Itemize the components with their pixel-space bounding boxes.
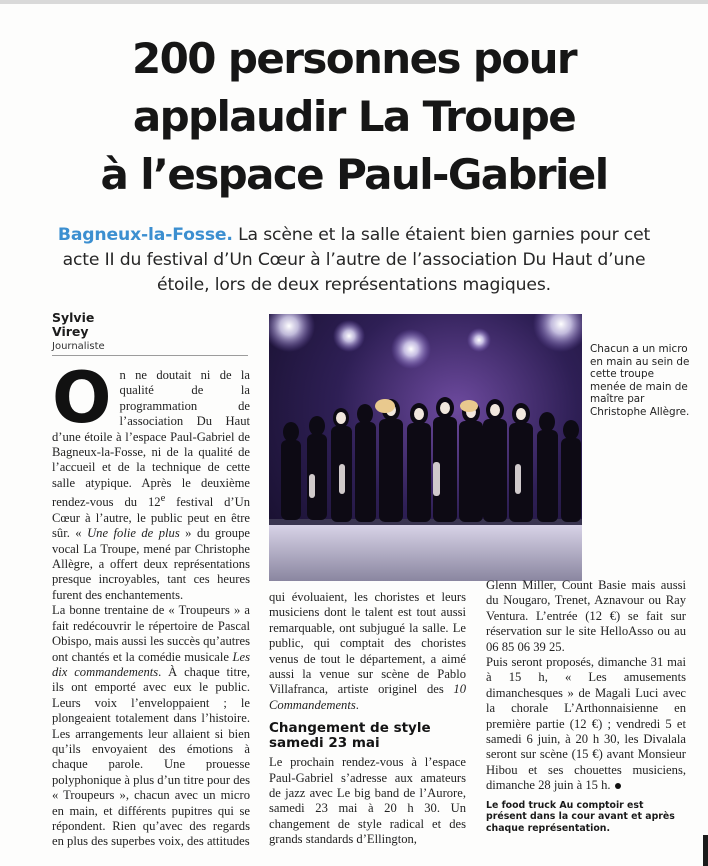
paragraph-text: . (355, 697, 359, 712)
paragraph: Glenn Miller, Count Basie mais aussi du Nougaro, Trenet, Aznavour ou Ray Ventura. L’entrée (12 €) se fait sur réservation sur le site HelloAsso ou au 06 85 06 39 25. (486, 578, 686, 654)
headline-line-2: applaudir La Troupe (132, 92, 576, 141)
photo-caption: Chacun a un micro en main au sein de cette troupe menée de main de maître par Christophe Allègre. (590, 343, 690, 418)
quoted-title: Une folie de plus (87, 526, 180, 541)
page-edge-bar (703, 835, 708, 866)
author-role: Journaliste (52, 341, 248, 356)
concert-photo (269, 314, 582, 581)
dateline-place: Bagneux-la-Fosse. (57, 225, 233, 245)
text-column-1 (52, 368, 250, 858)
paragraph-text: qui évoluaient, les choristes et leurs musiciens dont le talent est tout aussi remarquable, ont subjugué la salle. Le public, qui comptait des choristes venus de tout le département, a aimé aussi la venue sur scène de Pablo Villafranca, artiste originel des (269, 590, 466, 697)
end-of-article-mark (615, 783, 621, 789)
paragraph-text: n ne doutait ni de la qualité de la programmation de l’association Du Haut d’une étoile à l’espace Paul-Gabriel de Bagneux-la-Fosse, ni de la qualité de l’accueil et de la technique de cette salle atypique. Après le deuxième rendez-vous du 12 (52, 368, 250, 510)
paragraph (486, 655, 686, 794)
author-last-name: Virey (52, 324, 89, 339)
text-column-3 (486, 578, 686, 834)
paragraph (52, 603, 250, 850)
section-subhead: Changement de style samedi 23 mai (269, 720, 431, 752)
headline (40, 30, 668, 204)
ordinal-superscript: e (160, 493, 166, 505)
top-rule (0, 0, 708, 4)
byline (52, 311, 248, 356)
paragraph-text: » du groupe vocal La Troupe, mené par Christophe Allègre, a offert deux représentations presque incroyables, tant ces heures furent des enchantements. (52, 526, 250, 602)
standfirst-text: La scène et la salle étaient bien garnies pour cet acte II du festival d’Un Cœur à l’autre de l’association Du Haut d’une étoile, lors de deux représentations magiques. (62, 225, 651, 295)
choir-on-stage-illustration (269, 314, 582, 581)
drop-cap: O (52, 368, 112, 439)
paragraph-text: Puis seront proposés, dimanche 31 mai à 15 h, « Les amusements dimanchesques » de Magali Luci avec la chorale L’Arthonnaisienne en première partie (12 €) ; vendredi 5 et samedi 6 juin, à 20 h 30, les Divalala seront sur scène (15 €) avant Monsieur Hibou et ses chouettes musiciens, dimanche 28 juin à 15 h. (486, 655, 686, 793)
paragraph-text: . À chaque titre, ils ont emporté avec eux le public. Leurs voix l’enveloppaient ; le plongeaient totalement dans l’histoire. Les arrangements leur allaient si bien qu’ils envoyaient des émotions à chaque parole. Une prouesse polyphonique à plus d’un titre pour des « Troupeurs », chacun avec un micro en main, et différents pupitres qui se répondent. Rien qu’avec des regards en plus des superbes voix, des attitudes (52, 664, 250, 849)
author-first-name: Sylvie (52, 310, 95, 325)
standfirst (40, 223, 668, 298)
show-title: Les dix commandements (52, 649, 250, 679)
paragraph (269, 590, 466, 713)
paragraph-text: festival d’Un Cœur à l’autre, le public peut en être sûr. « (52, 495, 250, 541)
paragraph: Le prochain rendez-vous à l’espace Paul-Gabriel s’adresse aux amateurs de jazz avec Le big band de l’Aurore, samedi 23 mai à 20 h 30. Un changement de style radical et des grands standards d’Ellington, (269, 755, 466, 847)
paragraph (52, 368, 250, 603)
headline-line-3: à l’espace Paul-Gabriel (100, 150, 608, 199)
show-title: 10 Commandements (269, 682, 466, 712)
text-column-2 (269, 590, 466, 848)
headline-line-1: 200 personnes pour (131, 34, 577, 83)
food-truck-note: Le food truck Au comptoir est présent dans la cour avant et après chaque représentation. (486, 799, 675, 834)
paragraph-text: La bonne trentaine de « Troupeurs » a fait redécouvrir le répertoire de Pascal Obispo, mais aussi les succès qu’autres ont chantés et la comédie musicale (52, 603, 250, 664)
